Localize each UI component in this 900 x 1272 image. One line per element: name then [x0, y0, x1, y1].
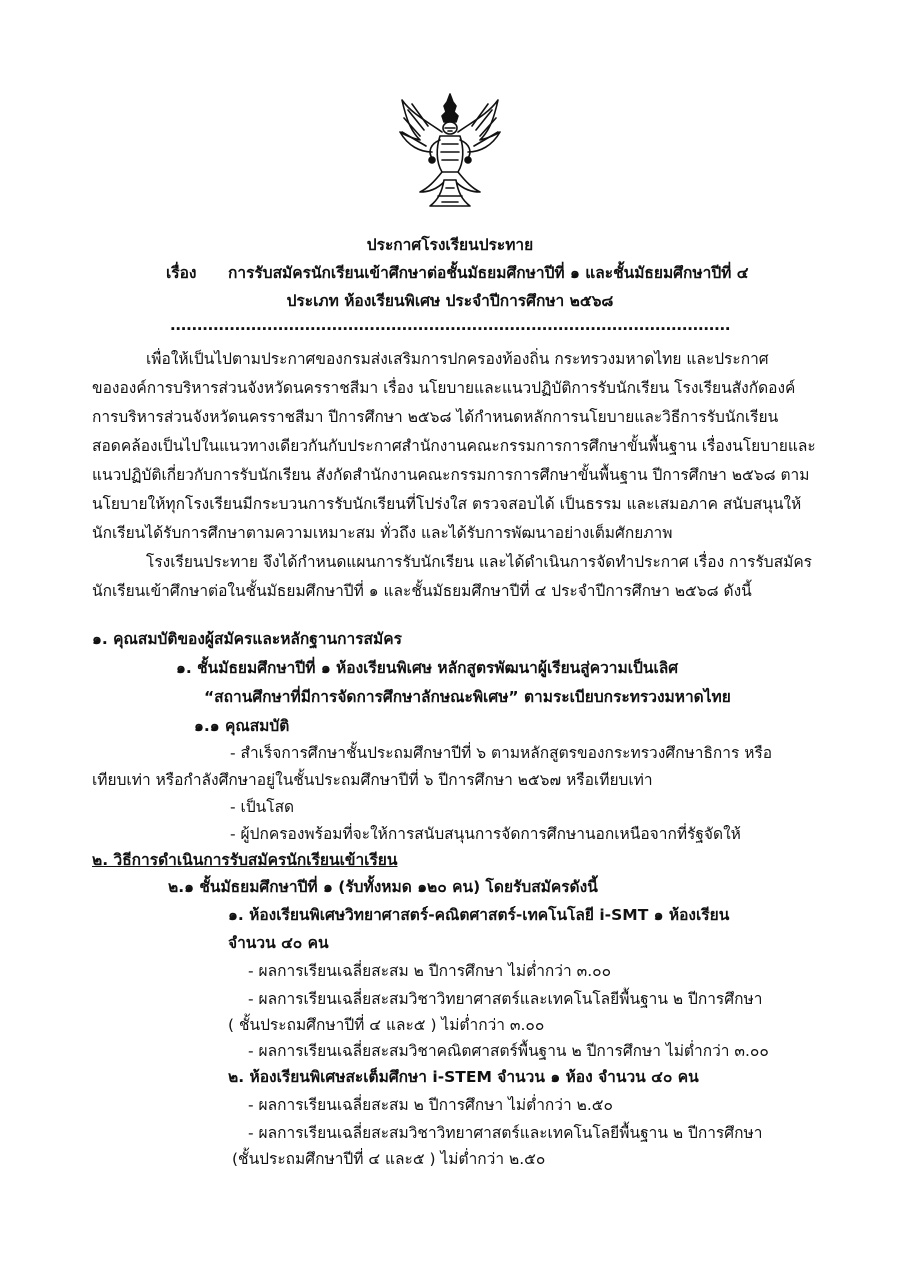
intro-line: นักเรียนเข้าศึกษาต่อในชั้นมัธยมศึกษาปีที่ ๑ และชั้นมัธยมศึกษาปีที่ ๔ ประจำปีการศึกษา ๒๕๖๘ ดังนี้: [92, 582, 752, 600]
qualification-item: - ผู้ปกครองพร้อมที่จะให้การสนับสนุนการจัดการศึกษานอกเหนือจากที่รัฐจัดให้: [230, 825, 741, 843]
qualification-item: เทียบเท่า หรือกำลังศึกษาอยู่ในชั้นประถมศึกษาปีที่ ๖ ปีการศึกษา ๒๕๖๗ หรือเทียบเท่า: [92, 771, 653, 789]
program-requirement: - ผลการเรียนเฉลี่ยสะสมวิชาวิทยาศาสตร์และเทคโนโลยีพื้นฐาน ๒ ปีการศึกษา: [248, 1124, 763, 1142]
garuda-emblem-icon: [398, 92, 502, 208]
qualification-item: - สำเร็จการศึกษาชั้นประถมศึกษาปีที่ ๖ ตามหลักสูตรของกระทรวงศึกษาธิการ หรือ: [230, 744, 773, 762]
section2-subheading: ๒.๑ ชั้นมัธยมศึกษาปีที่ ๑ (รับทั้งหมด ๑๒๐ คน) โดยรับสมัครดังนี้: [168, 878, 598, 896]
program-count: จำนวน ๔๐ คน: [228, 934, 329, 952]
intro-line: นโยบายให้ทุกโรงเรียนมีกระบวนการรับนักเรียนที่โปร่งใส ตรวจสอบได้ เป็นธรรม และเสมอภาค สนับสนุนให้: [92, 495, 802, 513]
program-title: ๑. ห้องเรียนพิเศษวิทยาศาสตร์-คณิตศาสตร์-เทคโนโลยี i-SMT ๑ ห้องเรียน: [228, 906, 730, 924]
intro-line: โรงเรียนประทาย จึงได้กำหนดแผนการรับนักเรียน และได้ดำเนินการจัดทำประกาศ เรื่อง การรับสมัคร: [146, 553, 813, 571]
announcement-title: ประกาศโรงเรียนประทาย: [366, 236, 534, 254]
program-requirement: (ชั้นประถมศึกษาปีที่ ๔ และ๕ ) ไม่ต่ำกว่า ๒.๕๐: [232, 1150, 546, 1168]
program-requirement: ( ชั้นประถมศึกษาปีที่ ๔ และ๕ ) ไม่ต่ำกว่า ๓.๐๐: [228, 1016, 545, 1034]
program-requirement: - ผลการเรียนเฉลี่ยสะสมวิชาคณิตศาสตร์พื้นฐาน ๒ ปีการศึกษา ไม่ต่ำกว่า ๓.๐๐: [248, 1042, 769, 1060]
intro-line: แนวปฏิบัติเกี่ยวกับการรับนักเรียน สังกัดสำนักงานคณะกรรมการการศึกษาขั้นพื้นฐาน ปีการศึกษา ๒๕๖๘ ตาม: [92, 466, 810, 484]
subject-title: การรับสมัครนักเรียนเข้าศึกษาต่อชั้นมัธยมศึกษาปีที่ ๑ และชั้นมัธยมศึกษาปีที่ ๔: [228, 264, 749, 282]
program-requirement: - ผลการเรียนเฉลี่ยสะสม ๒ ปีการศึกษา ไม่ต่ำกว่า ๓.๐๐: [248, 962, 612, 980]
header-divider: ........................................................................................................: [169, 316, 731, 334]
section1-subtitle: “สถานศึกษาที่มีการจัดการศึกษาลักษณะพิเศษ” ตามระเบียบกระทรวงมหาดไทย: [204, 688, 731, 706]
subject-label: เรื่อง: [166, 264, 197, 282]
program-requirement: - ผลการเรียนเฉลี่ยสะสมวิชาวิทยาศาสตร์และเทคโนโลยีพื้นฐาน ๒ ปีการศึกษา: [248, 990, 763, 1008]
program-requirement: - ผลการเรียนเฉลี่ยสะสม ๒ ปีการศึกษา ไม่ต่ำกว่า ๒.๕๐: [248, 1096, 613, 1114]
intro-line: สอดคล้องเป็นไปในแนวทางเดียวกันกับประกาศสำนักงานคณะกรรมการการศึกษาขั้นพื้นฐาน เรื่องนโยบายและ: [92, 437, 816, 455]
announcement-type: ประเภท ห้องเรียนพิเศษ ประจำปีการศึกษา ๒๕๖๘: [286, 292, 614, 310]
qualification-item: - เป็นโสด: [230, 798, 295, 816]
intro-line: นักเรียนได้รับการศึกษาตามความเหมาะสม ทั่วถึง และได้รับการพัฒนาอย่างเต็มศักยภาพ: [92, 524, 673, 542]
intro-line: ขององค์การบริหารส่วนจังหวัดนครราชสีมา เรื่อง นโยบายและแนวปฏิบัติการรับนักเรียน โรงเรียนสังกัดองค์: [92, 379, 796, 397]
section1-subtitle: ๑. ชั้นมัธยมศึกษาปีที่ ๑ ห้องเรียนพิเศษ หลักสูตรพัฒนาผู้เรียนสู่ความเป็นเลิศ: [176, 659, 679, 677]
intro-line: เพื่อให้เป็นไปตามประกาศของกรมส่งเสริมการปกครองท้องถิ่น กระทรวงมหาดไทย และประกาศ: [146, 350, 769, 368]
intro-line: การบริหารส่วนจังหวัดนครราชสีมา ปีการศึกษา ๒๕๖๘ ได้กำหนดหลักการนโยบายและวิธีการรับนักเรียน: [92, 408, 779, 426]
section2-heading: ๒. วิธีการดำเนินการรับสมัครนักเรียนเข้าเรียน: [92, 851, 398, 869]
program-title: ๒. ห้องเรียนพิเศษสะเต็มศึกษา i-STEM จำนวน ๑ ห้อง จำนวน ๔๐ คน: [228, 1068, 699, 1086]
section1-heading: ๑. คุณสมบัติของผู้สมัครและหลักฐานการสมัคร: [92, 630, 402, 648]
qualification-heading: ๑.๑ คุณสมบัติ: [194, 717, 290, 735]
